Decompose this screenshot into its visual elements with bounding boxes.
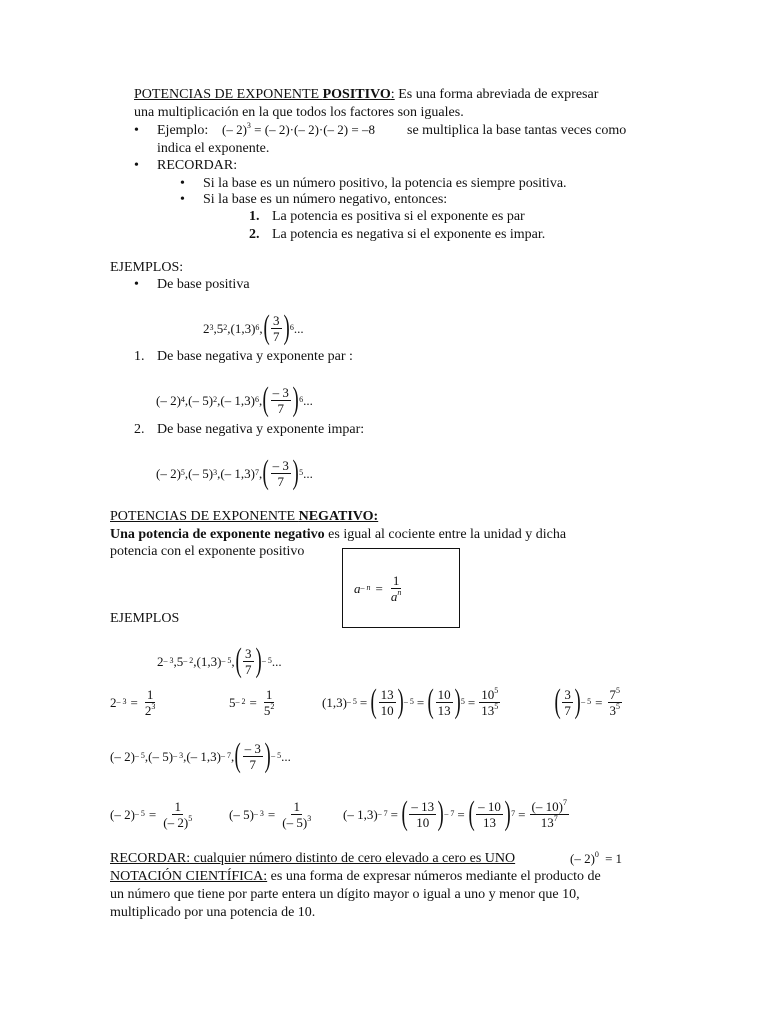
paren-right: ) bbox=[283, 309, 290, 346]
formula-exponent: 3 bbox=[246, 121, 251, 130]
math-base: 2 bbox=[110, 694, 117, 710]
notacion-line3: multiplicado por una potencia de 10. bbox=[110, 905, 316, 920]
formula-term: (– 2) bbox=[222, 122, 247, 137]
denominator: 10 bbox=[380, 702, 394, 718]
math-base: 2 bbox=[144, 702, 152, 718]
section1-title-line bbox=[134, 86, 598, 103]
numerator: 1 bbox=[392, 572, 400, 588]
fraction bbox=[271, 458, 291, 489]
math-comma: , bbox=[193, 653, 197, 669]
math-base: a bbox=[390, 588, 398, 604]
section2-def-rest: es igual al cociente entre la unidad y dicha bbox=[324, 527, 567, 542]
negative-exponent-list1: 2 – 3 , 5 – 2 , (1,3) – 5 , ( $\frac{3}{7}$ ) – 5 ... bbox=[157, 642, 282, 679]
fraction bbox=[562, 687, 573, 718]
paren-right: ) bbox=[397, 683, 404, 720]
negative-exponent-definition: a – n = $\frac{1}{a^n}$ bbox=[354, 572, 402, 604]
fraction bbox=[476, 799, 503, 830]
paren-right: ) bbox=[437, 795, 444, 832]
math-base: 2 bbox=[157, 653, 164, 669]
section1-title bbox=[134, 87, 395, 102]
math-comma: , bbox=[259, 392, 263, 408]
math-comma: , bbox=[183, 748, 187, 764]
math-exponent: 3 bbox=[307, 813, 312, 823]
paren-left: ( bbox=[235, 642, 242, 679]
ellipsis: ... bbox=[271, 653, 282, 669]
equals-sign: = bbox=[457, 806, 465, 822]
math-base: (1,3) bbox=[196, 653, 222, 669]
example-13-neg5: (1,3) – 5 = ( $\frac{13}{10}$ ) – 5 = ( $\frac{10}{13}$ ) 5 = $\frac{10^5}{13^5}$ bbox=[322, 683, 499, 720]
paren-left: ( bbox=[401, 795, 408, 832]
paren-right: ) bbox=[454, 683, 461, 720]
math-exponent: n bbox=[397, 587, 402, 597]
math-base: (– 5) bbox=[282, 814, 308, 830]
rule-1-text: La potencia es positiva si el exponente es par bbox=[272, 209, 525, 224]
equals-sign: = bbox=[518, 806, 526, 822]
paren-left: ( bbox=[554, 683, 561, 720]
math-base: (– 2) bbox=[163, 814, 189, 830]
numerator: 10 bbox=[437, 686, 451, 702]
math-base: 5 bbox=[216, 320, 224, 336]
bullet: • bbox=[180, 192, 185, 207]
section1-title-colon: : bbox=[390, 87, 395, 102]
fraction bbox=[243, 741, 263, 772]
numerator bbox=[479, 687, 500, 703]
math-comma: , bbox=[144, 748, 149, 764]
fraction bbox=[379, 687, 396, 718]
denominator bbox=[280, 815, 313, 830]
math-exponent: 2 bbox=[270, 701, 275, 711]
fraction bbox=[243, 646, 254, 677]
paren-right: ) bbox=[504, 795, 511, 832]
section2-title-bold: NEGATIVO: bbox=[298, 509, 379, 524]
equals-sign: = bbox=[359, 694, 368, 710]
paren-left: ( bbox=[262, 454, 270, 491]
ejemplos2-heading: EJEMPLOS bbox=[110, 611, 180, 626]
numerator: – 10 bbox=[478, 798, 501, 814]
math-exponent: 0 bbox=[594, 850, 599, 859]
equals-sign: = bbox=[595, 694, 603, 710]
example-5-neg2: 5 – 2 = $\frac{1}{5^2}$ bbox=[229, 686, 275, 718]
math-base: (– 2) bbox=[570, 851, 595, 866]
paren-right: ) bbox=[255, 642, 262, 679]
fraction bbox=[389, 573, 404, 604]
section1-title-bold: POSITIVO bbox=[322, 87, 391, 102]
item1-number: 1. bbox=[134, 349, 145, 364]
math-exponent: 7 bbox=[562, 797, 567, 807]
numerator: – 13 bbox=[411, 798, 435, 814]
math-base: 7 bbox=[609, 686, 616, 702]
paren-left: ( bbox=[262, 381, 270, 418]
denominator bbox=[479, 703, 500, 718]
ejemplo-label: Ejemplo: bbox=[157, 123, 209, 138]
equals-sign: = bbox=[605, 851, 613, 866]
recordar-label: RECORDAR: bbox=[157, 158, 238, 173]
math-base: (– 1,3) bbox=[220, 465, 256, 481]
math-exponent: 5 bbox=[494, 701, 499, 711]
section2-def-bold: Una potencia de exponente negativo bbox=[110, 527, 325, 542]
numerator: 13 bbox=[380, 686, 394, 702]
numerator bbox=[530, 799, 569, 815]
rule-1 bbox=[249, 208, 260, 225]
bullet: • bbox=[134, 158, 139, 173]
math-base: (1,3) bbox=[322, 694, 347, 710]
positive-base-formula: 2 3 , 5 2 , (1,3) 6 , ( $\frac{3}{7}$ ) 6 ... bbox=[203, 309, 304, 346]
section2-def-line bbox=[110, 526, 566, 543]
denominator: 13 bbox=[437, 702, 451, 718]
math-base: 5 bbox=[176, 653, 184, 669]
math-base: 2 bbox=[203, 320, 210, 336]
formula-expansion: = (– 2)·(– 2)·(– 2) = –8 bbox=[254, 122, 375, 137]
bullet: • bbox=[134, 123, 139, 138]
math-base: 3 bbox=[609, 702, 616, 718]
denominator bbox=[539, 815, 560, 830]
fraction bbox=[479, 687, 500, 718]
math-result: 1 bbox=[615, 851, 623, 866]
math-base: 13 bbox=[540, 814, 554, 830]
equals-sign: = bbox=[390, 806, 399, 822]
equals-sign: = bbox=[249, 694, 257, 710]
math-exponent: 5 bbox=[616, 685, 620, 695]
math-comma: , bbox=[184, 392, 189, 408]
equals-sign: = bbox=[416, 694, 425, 710]
section1-intro-rest: Es una forma abreviada de expresar bbox=[394, 87, 599, 102]
paren-left: ( bbox=[370, 683, 378, 720]
numerator bbox=[608, 687, 623, 703]
math-comma: , bbox=[259, 320, 263, 336]
equals-sign: = bbox=[267, 806, 276, 822]
math-base: (– 5) bbox=[229, 806, 254, 822]
denominator: 7 bbox=[564, 702, 571, 718]
math-exponent: 5 bbox=[616, 701, 620, 711]
math-comma: , bbox=[213, 320, 217, 336]
numerator: 1 bbox=[146, 686, 154, 702]
denominator bbox=[143, 703, 158, 718]
fraction bbox=[436, 687, 453, 718]
notacion-rest: es una forma de expresar números mediante el producto de bbox=[267, 869, 601, 884]
math-comma: , bbox=[231, 653, 235, 669]
paren-right: ) bbox=[574, 683, 581, 720]
math-base: (– 1,3) bbox=[186, 748, 222, 764]
paren-right: ) bbox=[264, 737, 271, 774]
denominator: 7 bbox=[249, 756, 256, 772]
example-m5-neg3: (– 5) – 3 = $\frac{1}{(- 5)^3}$ bbox=[229, 798, 312, 830]
math-exponent: 7 bbox=[553, 813, 558, 823]
math-base: (– 2) bbox=[156, 392, 181, 408]
math-comma: , bbox=[227, 320, 231, 336]
denominator: 7 bbox=[273, 328, 280, 344]
fraction bbox=[608, 687, 623, 718]
fraction bbox=[271, 385, 291, 416]
math-base: 5 bbox=[229, 694, 236, 710]
math-base: (1,3) bbox=[230, 320, 256, 336]
math-base: 5 bbox=[263, 702, 271, 718]
rule-negative-base: Si la base es un número negativo, entonces: bbox=[203, 192, 448, 207]
section1-title-prefix: POTENCIAS DE EXPONENTE bbox=[134, 87, 323, 102]
math-exponent: 5 bbox=[494, 685, 499, 695]
math-comma: , bbox=[217, 465, 221, 481]
example-m13-neg7: (– 1,3) – 7 = ( $\frac{- 13}{10}$ ) – 7 = ( $\frac{- 10}{13}$ ) 7 = $\frac{(- 10)^7}{13^7}$ bbox=[343, 795, 567, 832]
math-base: (– 1,3) bbox=[343, 806, 378, 822]
ejemplos-heading: EJEMPLOS: bbox=[110, 260, 184, 275]
ellipsis: ... bbox=[281, 748, 291, 764]
section2-title-prefix: POTENCIAS DE EXPONENTE bbox=[110, 509, 299, 524]
fraction bbox=[161, 799, 194, 830]
notacion-label: NOTACIÓN CIENTÍFICA: bbox=[110, 869, 268, 884]
denominator: 7 bbox=[277, 400, 284, 416]
paren-left: ( bbox=[468, 795, 475, 832]
ellipsis: ... bbox=[303, 465, 313, 481]
math-base: (– 2) bbox=[110, 806, 135, 822]
numerator: – 3 bbox=[272, 384, 289, 400]
rule-2-text: La potencia es negativa si el exponente es impar. bbox=[272, 227, 546, 242]
math-comma: , bbox=[173, 653, 177, 669]
math-base: (– 1,3) bbox=[220, 392, 256, 408]
section1-intro-line2: una multiplicación en la que todos los factores son iguales. bbox=[134, 105, 464, 120]
rule-2-number: 2. bbox=[249, 227, 260, 242]
rule-1-number: 1. bbox=[249, 209, 260, 224]
math-base: (– 10) bbox=[531, 798, 563, 814]
equals-sign: = bbox=[375, 580, 383, 596]
math-comma: , bbox=[231, 748, 235, 764]
negative-even-formula: (– 2) 4 , (– 5) 2 , (– 1,3) 6 , ( $\frac{- 3}{7}$ ) 6 ... bbox=[156, 381, 313, 418]
denominator: 13 bbox=[482, 814, 496, 830]
numerator: 1 bbox=[174, 798, 181, 814]
fraction bbox=[143, 687, 158, 718]
denominator bbox=[161, 815, 194, 830]
equals-sign: = bbox=[467, 694, 476, 710]
recordar-zero-rule: RECORDAR: cualquier número distinto de cero elevado a cero es UNO bbox=[110, 851, 516, 866]
numerator: 3 bbox=[273, 312, 280, 328]
ejemplo-formula bbox=[222, 122, 375, 137]
paren-left: ( bbox=[234, 737, 242, 774]
example-2-neg3: 2 – 3 = $\frac{1}{2^3}$ bbox=[110, 686, 156, 718]
denominator bbox=[389, 589, 404, 604]
negative-exponent-list2: (– 2) – 5 , (– 5) – 3 , (– 1,3) – 7 , ( $\frac{- 3}{7}$ ) – 5 ... bbox=[110, 737, 291, 774]
paren-left: ( bbox=[263, 309, 270, 346]
paren-right: ) bbox=[292, 454, 299, 491]
negative-odd-formula: (– 2) 5 , (– 5) 3 , (– 1,3) 7 , ( $\frac{- 3}{7}$ ) 5 ... bbox=[156, 454, 313, 491]
zero-exponent-formula bbox=[570, 851, 622, 866]
ellipsis: ... bbox=[293, 320, 304, 336]
math-exponent: 3 bbox=[151, 701, 156, 711]
math-base: (– 5) bbox=[148, 748, 174, 764]
fraction bbox=[271, 313, 282, 344]
denominator: 7 bbox=[245, 661, 252, 677]
numerator: 1 bbox=[265, 686, 273, 702]
bullet: • bbox=[134, 277, 139, 292]
math-base: (– 5) bbox=[188, 465, 214, 481]
numerator: 3 bbox=[245, 645, 252, 661]
numerator: – 3 bbox=[244, 740, 261, 756]
fraction bbox=[530, 799, 569, 830]
numerator: – 3 bbox=[272, 457, 289, 473]
rule-positive-base: Si la base es un número positivo, la potencia es siempre positiva. bbox=[203, 176, 567, 191]
math-base: (– 2) bbox=[156, 465, 181, 481]
denominator: 7 bbox=[277, 473, 284, 489]
item1-text: De base negativa y exponente par : bbox=[157, 349, 353, 364]
section2-title bbox=[110, 508, 378, 525]
item2-number: 2. bbox=[134, 422, 145, 437]
positive-base-label: De base positiva bbox=[157, 277, 250, 292]
math-base: (– 2) bbox=[110, 748, 135, 764]
equals-sign: = bbox=[130, 694, 138, 710]
example-m2-neg5: (– 2) – 5 = $\frac{1}{(- 2)^5}$ bbox=[110, 798, 193, 830]
denominator bbox=[262, 703, 277, 718]
math-comma: , bbox=[217, 392, 221, 408]
fraction bbox=[280, 799, 313, 830]
numerator: 1 bbox=[293, 798, 300, 814]
math-base: a bbox=[354, 580, 361, 596]
paren-left: ( bbox=[427, 683, 435, 720]
equals-sign: = bbox=[148, 806, 157, 822]
item2-text: De base negativa y exponente impar: bbox=[157, 422, 365, 437]
denominator bbox=[608, 703, 623, 718]
paren-right: ) bbox=[292, 381, 299, 418]
fraction bbox=[409, 799, 436, 830]
math-base: 13 bbox=[481, 702, 495, 718]
math-comma: , bbox=[259, 465, 263, 481]
notacion-line1 bbox=[110, 868, 601, 885]
ejemplo-tail2: indica el exponente. bbox=[157, 141, 270, 156]
fraction bbox=[262, 687, 277, 718]
bullet: • bbox=[180, 176, 185, 191]
notacion-line2: un número que tiene por parte entera un dígito mayor o igual a uno y menor que 10, bbox=[110, 887, 580, 902]
rule-2 bbox=[249, 226, 260, 243]
math-exponent: 5 bbox=[188, 813, 193, 823]
ellipsis: ... bbox=[303, 392, 313, 408]
math-comma: , bbox=[184, 465, 189, 481]
denominator: 10 bbox=[416, 814, 430, 830]
numerator: 3 bbox=[564, 686, 571, 702]
example-37-neg5: ( $\frac{3}{7}$ ) – 5 = $\frac{7^5}{3^5}$ bbox=[554, 683, 620, 720]
math-base: 10 bbox=[481, 686, 495, 702]
section2-def-line2: potencia con el exponente positivo bbox=[110, 544, 305, 559]
math-base: (– 5) bbox=[188, 392, 214, 408]
ejemplo-tail1: se multiplica la base tantas veces como bbox=[407, 123, 627, 138]
